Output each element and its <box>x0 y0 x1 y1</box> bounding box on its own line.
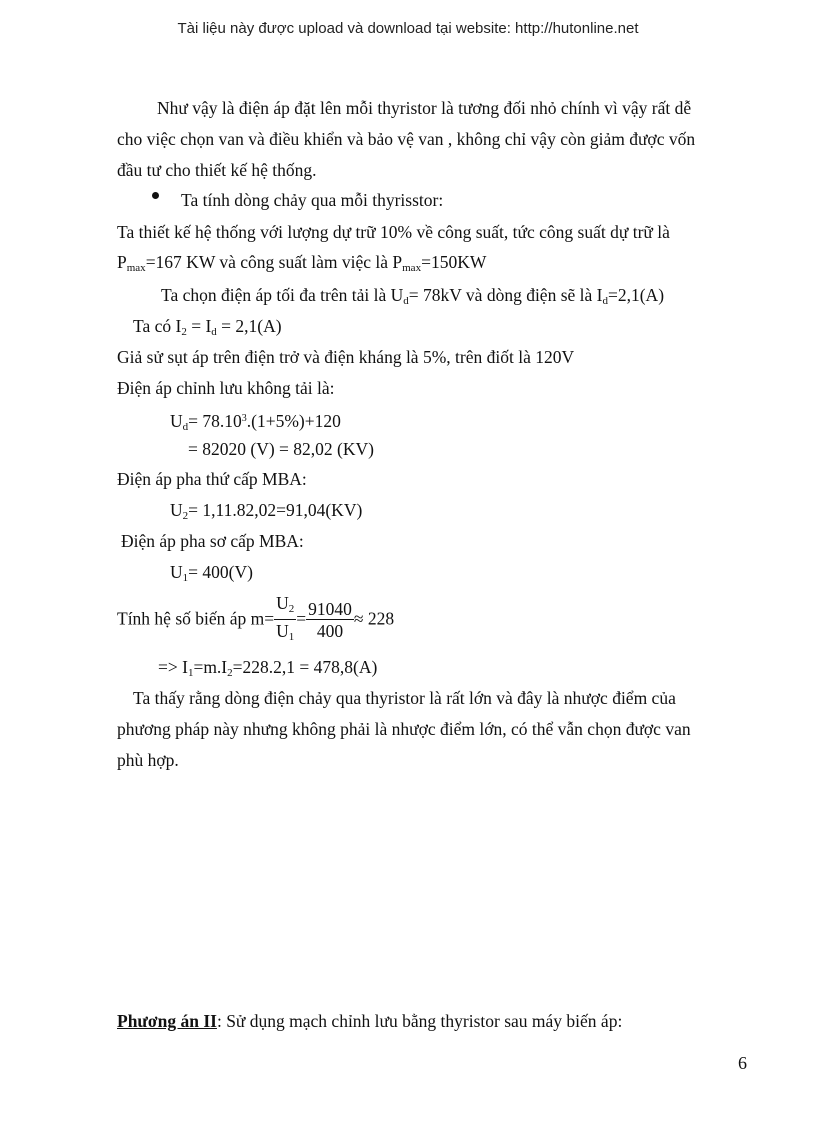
ud-equation: $U_d= 78.10^3.(1+5\%)+120$ <box>170 411 341 433</box>
u2-equation: $U_2= 1,11.82,02=91,04(KV)$ <box>170 500 363 522</box>
u1-equation: $U_1= 400(V)$ <box>170 562 253 584</box>
page-number: 6 <box>738 1053 747 1073</box>
para2-line2: phương pháp này nhưng không phải là nhược điểm lớn, có thể vẫn chọn được van <box>117 719 691 739</box>
ratio-equation: Tính hệ số biến áp m= $\frac{U_2}{U_1}$ = $\frac{91040}{400}$ ≈ 228 <box>117 593 394 648</box>
bullet-icon <box>152 192 159 199</box>
para2-line3: phù hợp. <box>117 750 179 770</box>
bullet-item: Ta tính dòng chảy qua mỗi thyrisstor: <box>181 190 444 210</box>
para2-line1: Ta thấy rằng dòng điện chảy qua thyristor là rất lớn và đây là nhược điểm của <box>133 688 676 708</box>
assume-line: Giả sử sụt áp trên điện trở và điện kháng là 5%, trên điốt là 120V <box>117 347 575 367</box>
ratio-fraction-values: $\frac{91040}{400}$ <box>308 599 352 641</box>
ud-result: = 82020 (V) = 82,02 (KV) <box>188 439 374 459</box>
i1-equation: => $I_1=m.I_2=228.2,1 = 478,8(A)$ <box>158 657 378 679</box>
noload-label: Điện áp chỉnh lưu không tải là: <box>117 378 335 398</box>
section-heading: Phương án II: Sử dụng mạch chỉnh lưu bằng thyristor sau máy biến áp: <box>117 1011 623 1031</box>
primary-label: Điện áp pha sơ cấp MBA: <box>121 531 304 551</box>
design-line2: $P_{max}=167$ KW và công suất làm việc là $P_{max}=150KW$ <box>117 252 487 274</box>
page-header: Tài liệu này được upload và download tại website: http://hutonline.net <box>177 20 639 37</box>
choose-voltage-line: Ta chọn điện áp tối đa trên tải là $U_d= 78kV$ và dòng điện sẽ là $I_d=2,1(A)$ <box>161 285 665 307</box>
ratio-fraction-u: $\frac{U_2}{U_1}$ <box>276 593 295 643</box>
secondary-label: Điện áp pha thứ cấp MBA: <box>117 469 307 489</box>
para1-line1: Như vậy là điện áp đặt lên mỗi thyristor là tương đối nhỏ chính vì vậy rất dễ <box>157 98 692 118</box>
para1-line3: đầu tư cho thiết kế hệ thống. <box>117 160 317 180</box>
taco-line: Ta có $I_2 = I_d = 2,1(A)$ <box>133 316 282 338</box>
design-line1: Ta thiết kế hệ thống với lượng dự trữ 10% về công suất, tức công suất dự trữ là <box>117 222 670 242</box>
para1-line2: cho việc chọn van và điều khiển và bảo vệ van , không chỉ vậy còn giảm được vốn <box>117 129 696 149</box>
